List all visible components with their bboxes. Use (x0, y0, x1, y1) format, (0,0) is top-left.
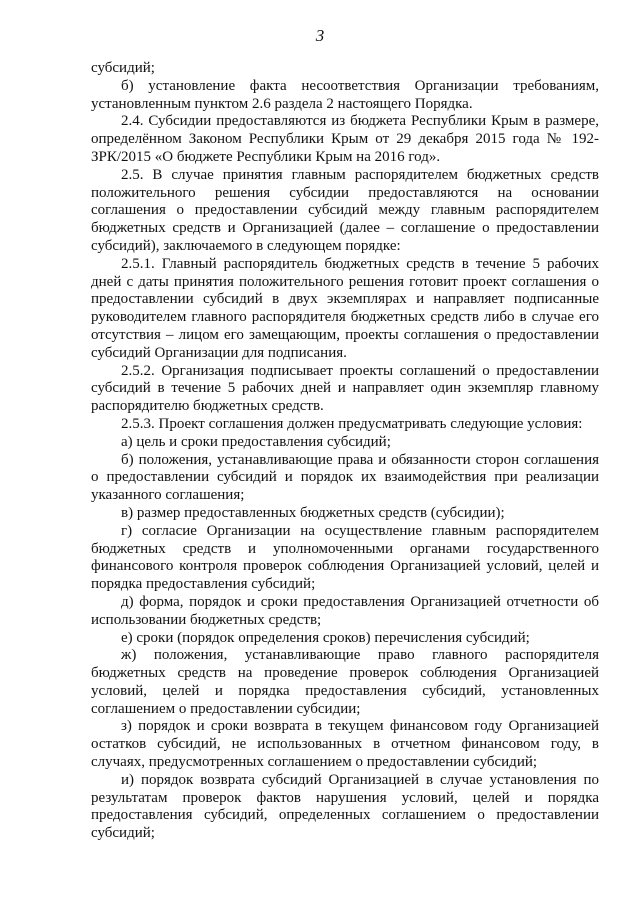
page-number: 3 (315, 26, 325, 45)
paragraph-item-i: и) порядок возврата субсидий Организацией в случае установления по результатам проверок фактов нарушения условий, целей и порядка предоставления субсидий, определенных соглашением о предоставлении субсидий; (91, 771, 599, 842)
paragraph-item-b-mismatch: б) установление факта несоответствия Организации требованиям, установленным пунктом 2.6 раздела 2 настоящего Порядка. (91, 77, 599, 112)
paragraph-item-zh: ж) положения, устанавливающие право главного распорядителя бюджетных средств на проведение проверок соблюдения Организацией условий, целей и порядка предоставления субсидий, установленных соглашением о предоставлении субсидии; (91, 647, 599, 717)
paragraph-2-4: 2.4. Субсидии предоставляются из бюджета Республики Крым в размере, определённом Законом Республики Крым от 29 декабря 2015 года № 192-ЗРК/2015 «О бюджете Республики Крым на 2016 год». (91, 113, 599, 165)
paragraph-item-d: д) форма, порядок и сроки предоставления Организацией отчетности об использовании бюджетных средств; (91, 593, 599, 628)
paragraph-2-5: 2.5. В случае принятия главным распорядителем бюджетных средств положительного решения субсидии предоставляются на основании соглашения о предоставлении субсидий между главным распорядителем бюджетных средств и Организацией (далее – соглашение о предоставлении субсидий), заключаемого в следующем порядке: (91, 166, 599, 254)
paragraph-continuation: субсидий; (91, 60, 155, 76)
paragraph-item-g: г) согласие Организации на осуществление главным распорядителем бюджетных средств и уполномоченными органами государственного финансового контроля проверок соблюдения Организацией условий, целей и порядка предоставления субсидий; (91, 522, 599, 593)
paragraph-item-z: з) порядок и сроки возврата в текущем финансовом году Организацией остатков субсидий, не использованных в отчетном финансовом году, в случаях, предусмотренных соглашением о предоставлении субсидий; (91, 718, 599, 771)
paragraph-item-e: е) сроки (порядок определения сроков) перечисления субсидий; (121, 629, 530, 646)
paragraph-2-5-3: 2.5.3. Проект соглашения должен предусматривать следующие условия: (121, 415, 583, 432)
paragraph-item-b: б) положения, устанавливающие права и обязанности сторон соглашения о предоставлении субсидий и порядок их взаимодействия при реализации указанного соглашения; (91, 451, 599, 504)
paragraph-2-5-1: 2.5.1. Главный распорядитель бюджетных средств в течение 5 рабочих дней с даты принятия положительного решения готовит проект соглашения о предоставлении субсидий в двух экземплярах и направляет подписанные руководителем главного распорядителя бюджетных средств либо в случае его отсутствия – лицом его замещающим, проекты соглашения о предоставлении субсидий Организации для подписания. (91, 255, 599, 361)
paragraph-item-v: в) размер предоставленных бюджетных средств (субсидии); (121, 504, 505, 521)
paragraph-item-a: а) цель и сроки предоставления субсидий; (121, 433, 391, 450)
paragraph-2-5-2: 2.5.2. Организация подписывает проекты соглашений о предоставлении субсидий в течение 5 рабочих дней и направляет один экземпляр главному распорядителю бюджетных средств. (91, 362, 599, 415)
document-body (91, 60, 599, 843)
